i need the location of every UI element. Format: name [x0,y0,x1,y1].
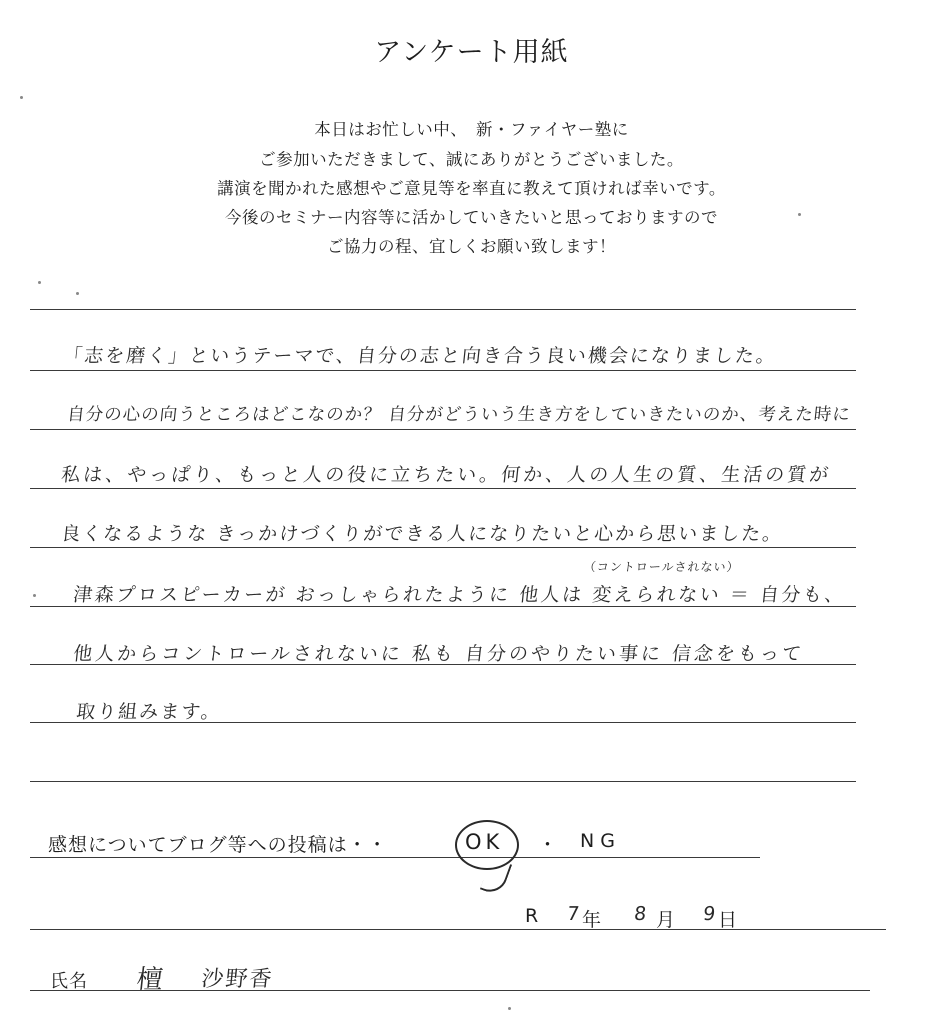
scan-speck [508,1007,511,1010]
intro-line-4: 今後のセミナー内容等に活かしていきたいと思っておりますので [225,208,718,227]
ruled-line [30,781,856,782]
response-line-4: 良くなるような きっかけづくりができる人になりたいと心から思いました。 [60,523,785,545]
ruled-line [30,370,856,371]
scan-speck [798,213,801,216]
response-line-5: 津森プロスピーカーが おっしゃられたように 他人は 変えられない ＝ 自分も、 [72,584,847,606]
response-line-3: 私は、やっぱり、もっと人の役に立ちたい。何か、人の人生の質、生活の質が [60,464,833,486]
intro-line-5: ご協力の程、宜しくお願い致します！ [327,237,616,256]
response-line-7: 取り組みます。 [75,701,223,723]
name-label: 氏名 [50,971,88,992]
ruled-line [30,547,856,548]
consent-ng-option[interactable]: NG [580,830,621,852]
intro-line-3: 講演を聞かれた感想やご意見等を率直に教えて頂ければ幸いです。 [217,179,726,198]
scan-speck [76,292,79,295]
date-year-unit: 年 [582,909,603,931]
date-month-unit: 月 [656,909,677,931]
date-month[interactable]: 8 [633,903,650,925]
date-year[interactable]: 7 [566,903,583,925]
consent-question: 感想についてブログ等への投稿は・・ [48,834,388,856]
date-day-unit: 日 [718,909,739,931]
response-line-2: 自分の心の向うところはどこなのか？ 自分がどういう生き方をしていきたいのか、考えた時に [66,405,852,425]
consent-ok-option[interactable]: OK [465,830,504,854]
ruled-line [30,309,856,310]
scan-speck [33,594,36,597]
scan-speck [20,96,23,99]
intro-line-2: ご参加いただきまして、誠にありがとうございました。 [259,150,684,169]
name-given[interactable]: 沙野香 [200,967,275,992]
consent-separator: ・ [538,834,559,856]
date-era: R [525,905,540,927]
scan-speck [38,281,41,284]
form-title: アンケート用紙 [374,37,569,68]
intro-line-1: 本日はお忙しい中、 新・ファイヤー塾に [314,120,629,139]
date-day[interactable]: 9 [702,903,719,925]
response-annotation: （コントロールされない） [583,560,741,574]
ruled-line [30,488,856,489]
response-line-6: 他人からコントロールされないに 私も 自分のやりたい事に 信念をもって [72,643,806,665]
ruled-line [30,929,886,930]
response-line-1: 「志を磨く」というテーマで、自分の志と向き合う良い機会になりました。 [62,345,779,367]
name-family[interactable]: 檀 [135,965,167,995]
ruled-line [30,429,856,430]
ruled-line [30,857,760,858]
